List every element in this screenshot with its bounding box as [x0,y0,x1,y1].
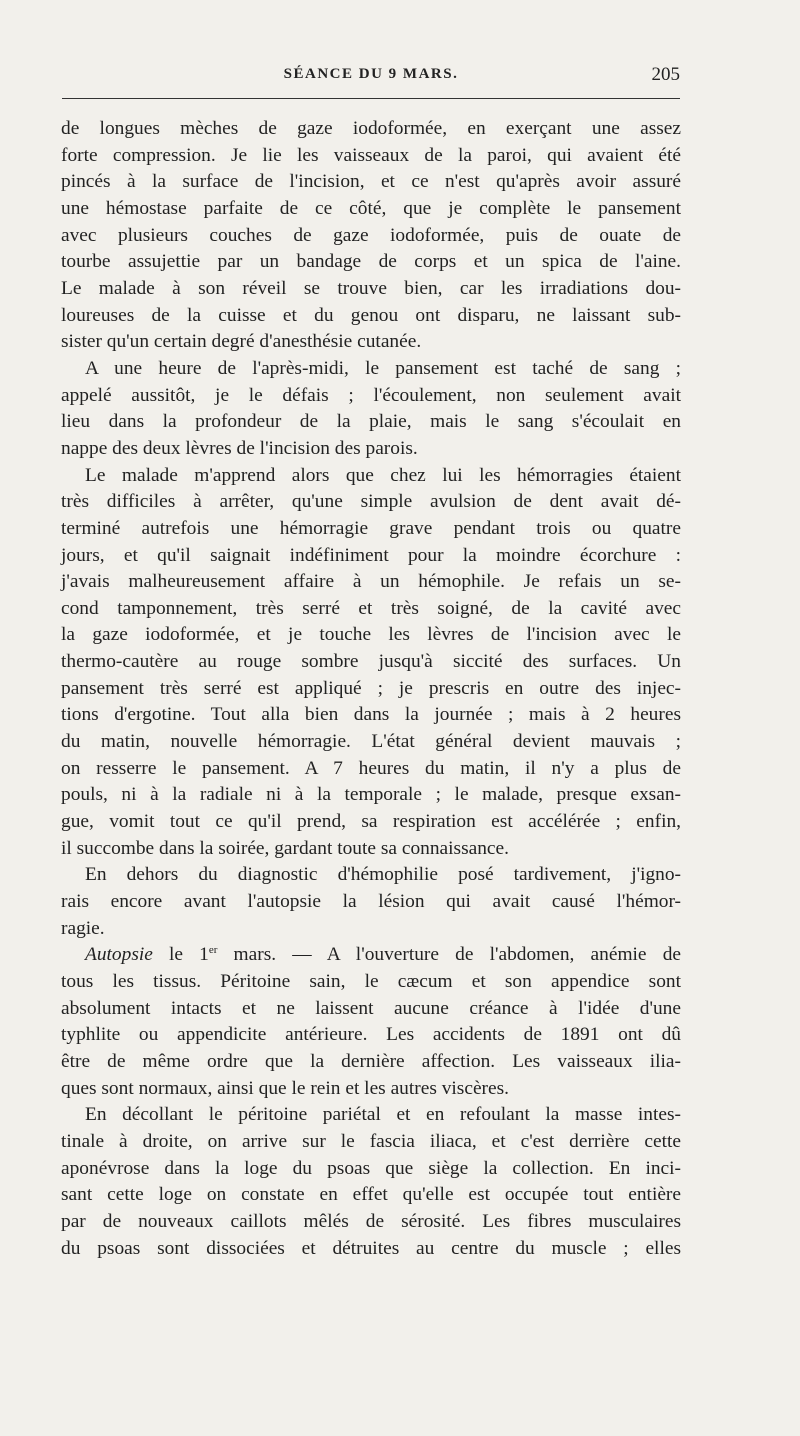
text-line: jours, et qu'il saignait indéfiniment pour la moindre écorchure : [61,544,681,566]
page-header [62,62,680,99]
text-line: tions d'ergotine. Tout alla bien dans la journée ; mais à 2 heures [61,704,681,726]
text-line: très difficiles à arrêter, qu'une simple avulsion de dent avait dé- [61,491,681,513]
text-line: on resserre le pansement. A 7 heures du matin, il n'y a plus de [61,757,681,779]
paragraph-2 [61,356,681,463]
text-line: lieu dans la profondeur de la plaie, mais le sang s'écoulait en [61,411,681,433]
text-line: terminé autrefois une hémorragie grave pendant trois ou quatre [61,517,681,539]
text-line: pansement très serré est appliqué ; je prescris en outre des injec- [61,677,681,699]
paragraph-3 [61,463,681,863]
text-line: A une heure de l'après-midi, le pansement est taché de sang ; [85,357,681,379]
text-line: rais encore avant l'autopsie la lésion qui avait causé l'hémor- [61,891,681,913]
paragraph-1 [61,116,681,356]
lead-continuation: mars. — A l'ouverture de l'abdomen, anémie de [217,944,681,966]
text-line: avec plusieurs couches de gaze iodoformée, puis de ouate de [61,224,681,246]
text-line: tinale à droite, on arrive sur le fascia iliaca, et c'est derrière cette [61,1130,681,1152]
text-line: pouls, ni à la radiale ni à la temporale ; le malade, presque exsan- [61,784,681,806]
text-line: nappe des deux lèvres de l'incision des parois. [61,437,418,459]
text-line: du psoas sont dissociées et détruites au centre du muscle ; elles [61,1237,681,1259]
text-line: du matin, nouvelle hémorragie. L'état général devient mauvais ; [61,731,681,753]
text-line: sister qu'un certain degré d'anesthésie cutanée. [61,331,422,353]
text-line: ragie. [61,917,105,939]
paragraph-autopsie [61,942,681,1102]
text-line: par de nouveaux caillots mêlés de sérosité. Les fibres musculaires [61,1210,681,1232]
text-line: ques sont normaux, ainsi que le rein et les autres viscères. [61,1077,510,1099]
text-line: Le malade m'apprend alors que chez lui les hémorragies étaient [85,464,681,486]
text-line: pincés à la surface de l'incision, et ce n'est qu'après avoir assuré [61,171,681,193]
text-line-lead [61,942,681,969]
text-line: appelé aussitôt, je le défais ; l'écoulement, non seulement avait [61,384,681,406]
text-line: de longues mèches de gaze iodoformée, en exerçant une assez [61,118,681,139]
text-line: loureuses de la cuisse et du genou ont disparu, ne laissant sub- [61,304,681,326]
autopsie-heading: Autopsie [85,944,153,966]
text-line: il succombe dans la soirée, gardant toute sa connaissance. [61,837,509,859]
text-line: tous les tissus. Péritoine sain, le cæcum et son appendice sont [61,971,681,992]
text-line: thermo-cautère au rouge sombre jusqu'à siccité des surfaces. Un [61,651,681,673]
ordinal-sup: er [208,944,218,957]
text-line: Le malade à son réveil se trouve bien, car les irradiations dou- [61,277,681,299]
page-number: 205 [651,64,680,85]
text-line: la gaze iodoformée, et je touche les lèvres de l'incision avec le [61,624,681,646]
paragraph-4 [61,862,681,942]
text-line: j'avais malheureusement affaire à un hémophile. Je refais un se- [61,571,681,593]
text-line: sant cette loge on constate en effet qu'elle est occupée tout entière [61,1184,681,1206]
date-text: le 1 [152,944,209,966]
text-line: typhlite ou appendicite antérieure. Les accidents de 1891 ont dû [61,1024,681,1046]
running-title: SÉANCE DU 9 MARS. [283,66,459,82]
text-line: une hémostase parfaite de ce côté, que je complète le pansement [61,197,681,219]
text-line: En dehors du diagnostic d'hémophilie posé tardivement, j'igno- [85,864,681,886]
text-line: aponévrose dans la loge du psoas que siège la collection. En inci- [61,1157,681,1179]
text-line: absolument intacts et ne laissent aucune créance à l'idée d'une [61,997,681,1019]
text-line: cond tamponnement, très serré et très soigné, de la cavité avec [61,597,681,619]
paragraph-6 [61,1102,681,1262]
text-line: En décollant le péritoine pariétal et en refoulant la masse intes- [85,1104,681,1126]
text-line: forte compression. Je lie les vaisseaux de la paroi, qui avaient été [61,144,681,166]
text-line: tourbe assujettie par un bandage de corps et un spica de l'aine. [61,251,681,273]
text-line: gue, vomit tout ce qu'il prend, sa respiration est accélérée ; enfin, [61,811,681,833]
body-text [61,116,681,1262]
text-line: être de même ordre que la dernière affection. Les vaisseaux ilia- [61,1050,681,1072]
